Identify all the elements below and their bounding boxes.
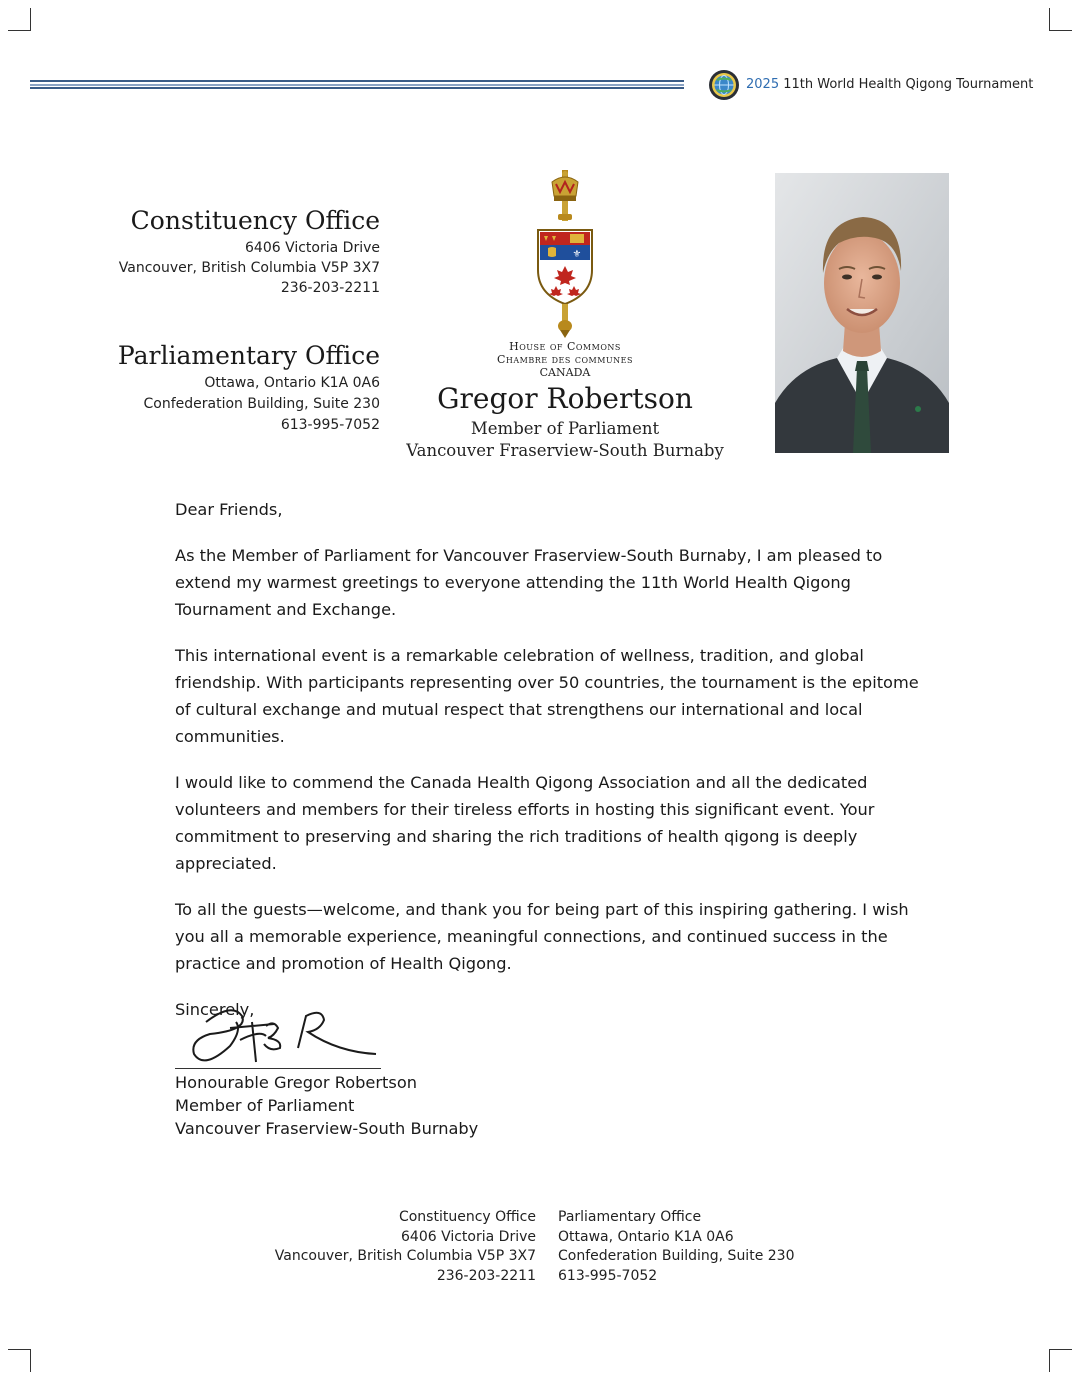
parliamentary-office-building: Confederation Building, Suite 230: [143, 396, 380, 412]
event-header: [746, 77, 1033, 92]
mp-riding: Vancouver Fraserview-South Burnaby: [406, 441, 724, 460]
constituency-office-city: Vancouver, British Columbia V5P 3X7: [118, 260, 380, 276]
footer-constituency-title: Constituency Office: [398, 1209, 536, 1225]
footer-parliamentary-city: Ottawa, Ontario K1A 0A6: [558, 1228, 734, 1245]
footer-constituency-phone: 236-203-2211: [436, 1267, 536, 1284]
constituency-office-phone: 236-203-2211: [280, 280, 380, 296]
crop-mark-top-left: [8, 8, 31, 31]
signature-line: [175, 1068, 381, 1069]
parliamentary-office-phone: 613-995-7052: [280, 417, 380, 433]
event-name: 11th World Health Qigong Tournament: [783, 77, 1034, 92]
portrait-photo: [775, 173, 949, 453]
letter-salutation: Dear Friends,: [175, 500, 283, 519]
mp-role: Member of Parliament: [470, 419, 660, 438]
house-line-english: House of Commons: [509, 340, 621, 353]
house-line-country: CANADA: [539, 366, 591, 379]
letter-paragraph-3: I would like to commend the Canada Health Qigong Association and all the dedicated volunteers and members for their tireless efforts in hosting this significant event. Your commitment to preserving and sharing the rich traditions of health qigong is deeply appreciated.: [175, 773, 875, 873]
footer-constituency-city: Vancouver, British Columbia V5P 3X7: [274, 1248, 536, 1264]
constituency-office-title: Constituency Office: [130, 206, 380, 235]
letter-paragraph-1: As the Member of Parliament for Vancouver Fraserview-South Burnaby, I am pleased to extend my warmest greetings to everyone attending the 11th World Health Qigong Tournament and Exchange.: [175, 546, 883, 619]
svg-text:⚜: ⚜: [572, 249, 582, 260]
crop-mark-bottom-left: [8, 1349, 31, 1372]
footer-parliamentary-building: Confederation Building, Suite 230: [558, 1248, 795, 1264]
house-of-commons-label: [440, 340, 690, 379]
parliamentary-office-title: Parliamentary Office: [117, 341, 380, 370]
mp-title-block: [400, 418, 730, 462]
signatory-name: Honourable Gregor Robertson: [175, 1073, 417, 1092]
letter-body: [175, 496, 935, 1042]
letter-paragraph-2: This international event is a remarkable celebration of wellness, tradition, and global friendship. With participants representing over 50 countries, the tournament is the epitome of cultural exchange and mutual respect that strengthens our international and local communities.: [175, 646, 919, 746]
parliamentary-office-block: [118, 341, 380, 436]
letter-paragraph-4: To all the guests—welcome, and thank you for being part of this inspiring gathering. I wish you all a memorable experience, meaningful connections, and continued success in the practice and promotion of Health Qigong.: [175, 900, 909, 973]
footer-constituency-street: 6406 Victoria Drive: [401, 1228, 536, 1245]
letter-closing: Sincerely,: [175, 1000, 255, 1019]
globe-emblem-icon: [708, 69, 740, 101]
parliament-mace-crest-icon: [532, 170, 598, 338]
event-year: 2025: [746, 77, 780, 92]
header-rule: [30, 80, 684, 92]
crop-mark-bottom-right: [1049, 1349, 1072, 1372]
parliamentary-office-city: Ottawa, Ontario K1A 0A6: [204, 375, 380, 391]
constituency-office-street: 6406 Victoria Drive: [245, 240, 380, 256]
signatory-role: Member of Parliament: [175, 1096, 355, 1115]
mp-name: Gregor Robertson: [437, 382, 693, 415]
house-line-french: Chambre des communes: [497, 353, 633, 366]
footer-parliamentary-title: Parliamentary Office: [558, 1209, 702, 1225]
footer-constituency-office: [275, 1208, 536, 1286]
constituency-office-block: [119, 206, 380, 298]
crop-mark-top-right: [1049, 8, 1072, 31]
signature-block: [175, 1071, 478, 1140]
signatory-riding: Vancouver Fraserview-South Burnaby: [175, 1119, 479, 1138]
footer-parliamentary-phone: 613-995-7052: [558, 1267, 658, 1284]
footer-parliamentary-office: [558, 1208, 794, 1286]
